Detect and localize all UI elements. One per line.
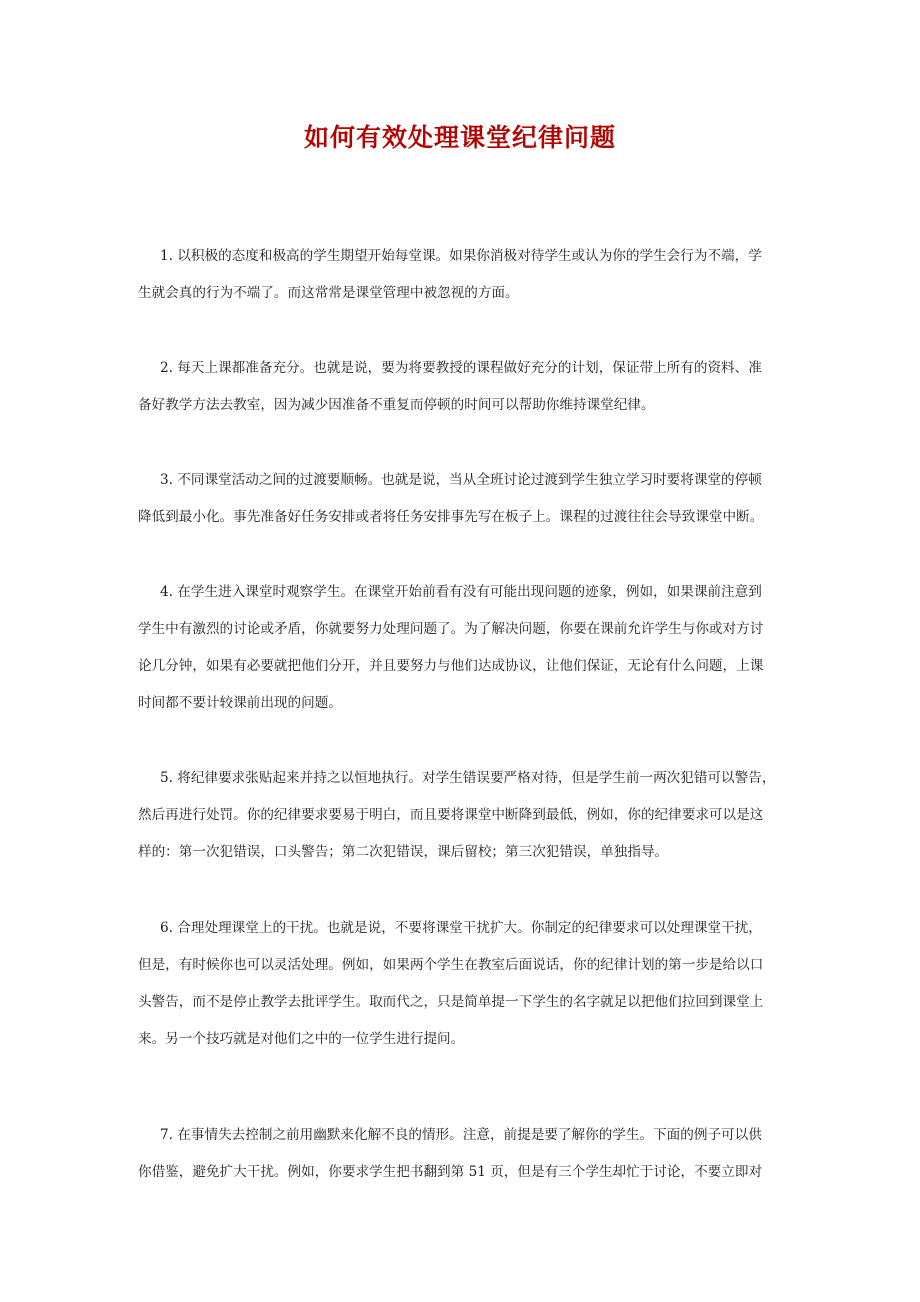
paragraph-line: 但是，有时候你也可以灵活处理。例如，如果两个学生在教室后面说话，你的纪律计划的第一步是给以口: [138, 957, 764, 973]
paragraph-2: [138, 350, 800, 424]
paragraph-line: 5. 将纪律要求张贴起来并持之以恒地执行。对学生错误要严格对待，但是学生前一两次犯错可以警告，: [160, 770, 776, 786]
paragraph-line: 1. 以积极的态度和极高的学生期望开始每堂课。如果你消极对待学生或认为你的学生会行为不端，学: [160, 248, 762, 264]
document-title: 如何有效处理课堂纪律问题: [303, 123, 616, 152]
paragraph-line: 来。另一个技巧就是对他们之中的一位学生进行提问。: [138, 1031, 465, 1047]
paragraph-6: [138, 910, 800, 1058]
paragraph-1: [138, 238, 800, 312]
paragraph-7: [138, 1117, 800, 1191]
paragraph-line: 时间都不要计较课前出现的问题。: [138, 695, 342, 711]
paragraph-line: 7. 在事情失去控制之前用幽默来化解不良的情形。注意，前提是要了解你的学生。下面的例子可以供: [160, 1127, 762, 1143]
paragraph-line: 6. 合理处理课堂上的干扰。也就是说，不要将课堂干扰扩大。你制定的纪律要求可以处理课堂干扰，: [160, 920, 762, 936]
paragraph-line: 样的：第一次犯错误，口头警告；第二次犯错误，课后留校；第三次犯错误，单独指导。: [138, 844, 669, 860]
paragraph-3: [138, 462, 800, 536]
paragraph-line: 备好教学方法去教室，因为减少因准备不重复而停顿的时间可以帮助你维持课堂纪律。: [138, 397, 655, 413]
paragraph-line: 头警告，而不是停止教学去批评学生。取而代之，只是简单提一下学生的名字就足以把他们拉回到课堂上: [138, 994, 764, 1010]
paragraph-5: [138, 760, 800, 871]
paragraph-line: 你借鉴，避免扩大干扰。例如，你要求学生把书翻到第 51 页，但是有三个学生却忙于讨论，不要立即对: [138, 1164, 763, 1180]
paragraph-line: 论几分钟，如果有必要就把他们分开，并且要努力与他们达成协议，让他们保证，无论有什么问题，上课: [138, 658, 764, 674]
paragraph-line: 2. 每天上课都准备充分。也就是说，要为将要教授的课程做好充分的计划，保证带上所有的资料、准: [160, 360, 762, 376]
paragraph-4: [138, 574, 800, 722]
paragraph-line: 降低到最小化。事先准备好任务安排或者将任务安排事先写在板子上。课程的过渡往往会导致课堂中断。: [138, 509, 764, 525]
paragraph-line: 学生中有激烈的讨论或矛盾，你就要努力处理问题了。为了解决问题，你要在课前允许学生与你或对方讨: [138, 621, 764, 637]
paragraph-line: 然后再进行处罚。你的纪律要求要易于明白，而且要将课堂中断降到最低，例如，你的纪律要求可以是这: [138, 807, 764, 823]
paragraph-line: 4. 在学生进入课堂时观察学生。在课堂开始前看有没有可能出现问题的迹象，例如，如果课前注意到: [160, 584, 762, 600]
paragraph-line: 3. 不同课堂活动之间的过渡要顺畅。也就是说，当从全班讨论过渡到学生独立学习时要将课堂的停顿: [160, 472, 762, 488]
paragraph-line: 生就会真的行为不端了。而这常常是课堂管理中被忽视的方面。: [138, 285, 519, 301]
